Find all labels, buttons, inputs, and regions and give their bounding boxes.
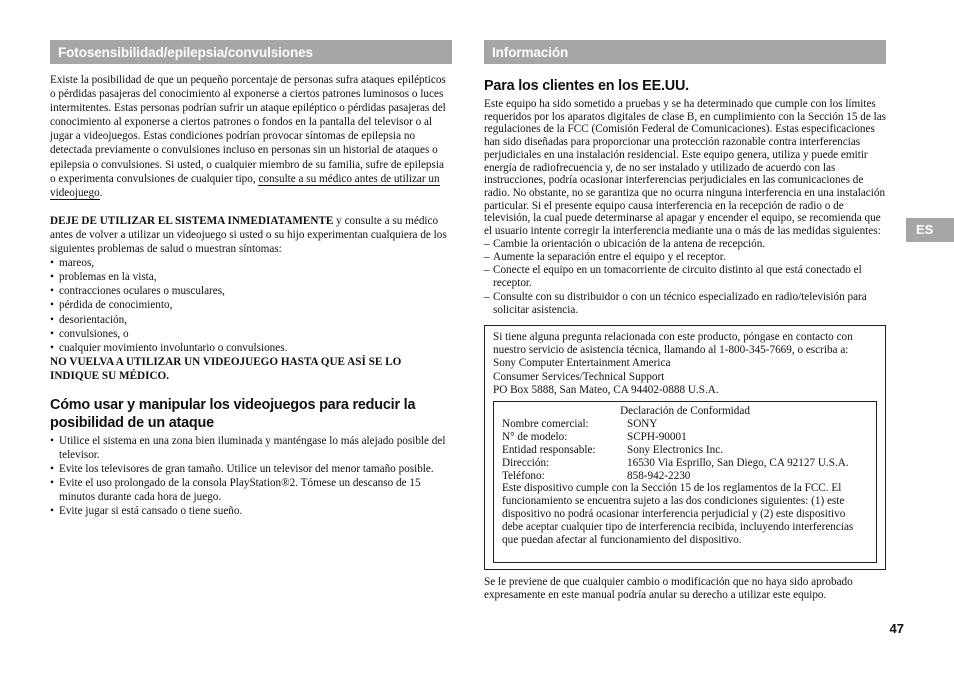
photosensitivity-section-header: Fotosensibilidad/epilepsia/convulsiones [50, 40, 452, 64]
declaration-value: Sony Electronics Inc. [627, 443, 724, 456]
stop-use-bold: DEJE DE UTILIZAR EL SISTEMA INMEDIATAMENTE [50, 214, 334, 227]
stop-use-text: y consulte a su médico antes de volver a utilizar un videojuego si usted o su hijo experimentan cualquiera de los siguientes problemas de salud o muestran síntomas: [50, 214, 447, 256]
epilepsy-intro-end: . [99, 186, 103, 199]
contact-intro: Si tiene alguna pregunta relacionada con este producto, póngase en contacto con nuestro servicio de asistencia técnica, llamando al 1-800-345-7669, o escriba a: [493, 330, 853, 357]
declaration-value: SONY [627, 417, 658, 430]
declaration-row [502, 418, 868, 431]
list-item: • Evite el uso prolongado de la consola PlayStation®2. Tómese un descanso de 15 minutos durante cada hora de juego. [50, 476, 452, 504]
list-item: • Evite los televisores de gran tamaño. Utilice un televisor del menor tamaño posible. [50, 462, 452, 476]
declaration-row [502, 444, 868, 457]
page-number: 47 [889, 621, 904, 636]
usage-list [50, 434, 452, 519]
declaration-row [502, 457, 868, 470]
list-item: • convulsiones, o [50, 327, 452, 341]
closing-paragraph: Se le previene de que cualquier cambio o modificación que no haya sido aprobado expresamente en este manual podría anular su derecho a utilizar este equipo. [484, 575, 853, 602]
declaration-label: Teléfono: [502, 469, 545, 482]
list-item: • Utilice el sistema en una zona bien iluminada y manténgase lo más alejado posible del televisor. [50, 434, 452, 462]
fcc-paragraph: Este equipo ha sido sometido a pruebas y se ha determinado que cumple con los límites requeridos por los aparatos digitales de clase B, en cumplimiento con la Sección 15 de las regulaciones de la FCC (Comisión Federal de Comunicaciones). Estas especificaciones han sido diseñadas para proporcionar una protección razonable contra interferencias perjudiciales en una instalación residencial. Este equipo genera, utiliza y puede emitir energía de radiofrecuencia y, de no ser instalado y utilizado de acuerdo con las instrucciones, podría ocasionar interferencias perjudiciales en las comunicaciones de radio. No obstante, no se garantiza que no ocurra ninguna interferencia en una instalación particular. Si el presente equipo causa interferencia en la recepción de radio o de televisión, la cual puede determinarse al apagar y encender el equipo, se recomienda que el usuario intente corregir la interferencia mediante una o más de las medidas siguientes: [484, 98, 887, 238]
contact-box [484, 325, 886, 570]
list-item: • desorientación, [50, 313, 452, 327]
declaration-label: Nombre comercial: [502, 417, 589, 430]
declaration-label: Dirección: [502, 456, 550, 469]
declaration-compliance: Este dispositivo cumple con la Sección 15 de los reglamentos de la FCC. El funcionamiento se encuentra sujeto a las dos condiciones siguientes: (1) este dispositivo no podrá ocasionar interferencia perjudicial y (2) este dispositivo debe aceptar cualquier tipo de interferencia recibida, incluyendo interferencias que puedan afectar al funcionamiento del dispositivo. [502, 482, 854, 547]
declaration-row [502, 431, 868, 444]
declaration-value: 858-942-2230 [627, 469, 691, 482]
epilepsy-intro-text: Existe la posibilidad de que un pequeño porcentaje de personas sufra ataques epilépticos o pérdidas pasajeras del conocimiento al exponerse a ciertos patrones luminosos o luces intermitentes. Estas personas podrían sufrir un ataque epiléptico o pérdidas pasajeras del conocimiento al exponerse a ciertos patrones o fondos en la pantalla del televisor o al jugar a videojuegos. Estas condiciones podrían provocar síntomas de epilepsia no detectada previamente o convulsiones incluso en personas sin un historial de ataques o epilepsia o convulsiones. Si usted, o cualquier miembro de su familia, sufre de epilepsia o experimenta convulsiones de cualquier tipo, [50, 74, 446, 185]
list-item: • mareos, [50, 256, 452, 270]
contact-department: Consumer Services/Technical Support [493, 370, 665, 383]
list-item: – Cambie la orientación o ubicación de la antena de recepción. [484, 238, 886, 251]
measures-list [484, 238, 886, 317]
declaration-row [502, 470, 868, 483]
doctor-warning: NO VUELVA A UTILIZAR UN VIDEOJUEGO HASTA QUE ASÍ SE LO INDIQUE SU MÉDICO. [50, 355, 402, 382]
declaration-title: Declaración de Conformidad [620, 404, 750, 417]
information-section-header: Información [484, 40, 886, 64]
list-item: – Conecte el equipo en un tomacorriente de circuito distinto al que está conectado el receptor. [484, 264, 886, 290]
list-item: • pérdida de conocimiento, [50, 298, 452, 312]
epilepsy-intro-paragraph [50, 73, 452, 200]
symptoms-list [50, 256, 452, 355]
list-item: – Consulte con su distribuidor o con un técnico especializado en radio/televisión para solicitar asistencia. [484, 291, 886, 317]
list-item: – Aumente la separación entre el equipo y el receptor. [484, 251, 886, 264]
consult-doctor-underlined: consulte a su médico antes de utilizar un videojuego [50, 172, 440, 199]
contact-company: Sony Computer Entertainment America [493, 357, 671, 370]
declaration-value: 16530 Via Esprillo, San Diego, CA 92127 U.S.A. [627, 456, 849, 469]
language-tab: ES [906, 218, 954, 242]
declaration-label: N° de modelo: [502, 430, 568, 443]
usage-heading: Cómo usar y manipular los videojuegos para reducir la posibilidad de un ataque [50, 396, 416, 431]
left-column [50, 40, 452, 519]
right-column [484, 40, 886, 603]
list-item: • Evite jugar si está cansado o tiene sueño. [50, 504, 452, 518]
declaration-label: Entidad responsable: [502, 443, 596, 456]
list-item: • cualquier movimiento involuntario o convulsiones. [50, 341, 452, 355]
us-customers-heading: Para los clientes en los EE.UU. [484, 78, 689, 94]
declaration-value: SCPH-90001 [627, 430, 687, 443]
declaration-box [493, 401, 877, 563]
contact-address: PO Box 5888, San Mateo, CA 94402-0888 U.S.A. [493, 383, 719, 396]
list-item: • contracciones oculares o musculares, [50, 284, 452, 298]
stop-use-paragraph [50, 214, 452, 256]
list-item: • problemas en la vista, [50, 270, 452, 284]
